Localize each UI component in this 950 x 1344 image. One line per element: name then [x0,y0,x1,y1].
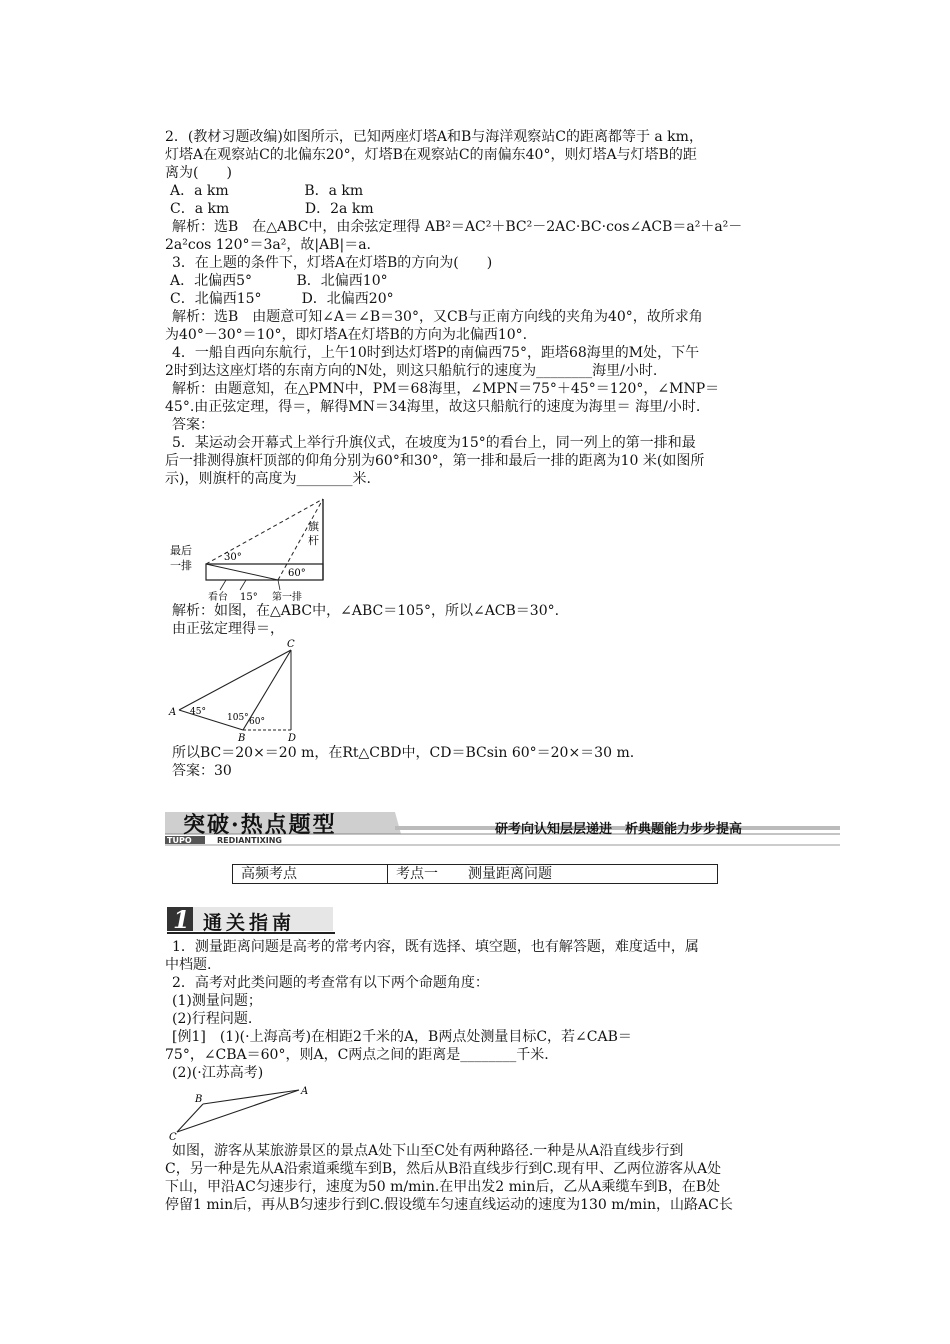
text-line: 45°.由正弦定理，得＝，解得MN＝34海里，故这只船航行的速度为海里＝ 海里/小时. [165,399,701,415]
label-angle-45: 45° [190,707,206,717]
table-cell-topic-name: 测量距离问题 [468,866,552,882]
guide-title: 通关指南 [203,912,296,934]
text-line: 5．某运动会开幕式上举行升旗仪式，在坡度为15°的看台上，同一列上的第一排和最 [172,435,696,451]
label-last-row: 最后 [170,544,192,557]
text-line: 为40°－30°＝10°，即灯塔A在灯塔B的方向为北偏西10°. [165,327,528,343]
text-line: 2．高考对此类问题的考查常有以下两个命题角度： [172,975,489,991]
text-line: 答案： [172,417,214,433]
text-line: A．北偏西5° B．北偏西10° [170,273,388,289]
label-angle-30: 30° [224,552,242,563]
label-last-row-2: 一排 [170,559,192,572]
text-line: 由正弦定理得＝， [172,621,284,637]
text-line: 解析：如图，在△ABC中，∠ABC＝105°，所以∠ACB＝30°. [172,603,560,619]
section-banner [165,808,840,850]
text-line: [例1] (1)(·上海高考)在相距2千米的A，B两点处测量目标C，若∠CAB＝ [172,1029,632,1045]
text-line: 答案：30 [172,763,232,779]
label-first-row: 第一排 [272,592,302,603]
label-b: B [238,733,246,744]
label-b3: B [195,1094,203,1105]
triangle-abc-figure [165,638,305,744]
text-line: 3．在上题的条件下，灯塔A在灯塔B的方向为( ) [172,255,493,271]
text-line: 灯塔A在观察站C的北偏东20°，灯塔B在观察站C的南偏东40°，则灯塔A与灯塔B的距 [165,147,697,163]
text-line: 75°，∠CBA＝60°，则A，C两点之间的距离是________千米. [165,1047,549,1063]
banner-slogan: 研考向认知层层递进 析典题能力步步提高 [495,822,743,837]
banner-pinyin-1: TUPO [167,836,192,845]
cable-car-figure [165,1082,315,1142]
flagpole-figure [168,494,338,606]
banner-title: 突破·热点题型 [183,812,337,838]
label-slope: 15° [240,592,258,603]
topic-table [232,864,718,884]
table-cell-topic: 考点一 [396,866,438,882]
text-line: 后一排测得旗杆顶部的仰角分别为60°和30°，第一排和最后一排的距离为10 米(如图所 [165,453,705,469]
label-flag: 旗 [308,520,319,533]
text-line: C．a km D．2a km [170,201,374,217]
text-line: 停留1 min后，再从B匀速步行到C.假设缆车匀速直线运动的速度为130 m/min，山路AC长 [165,1197,733,1213]
text-line: C，另一种是先从A沿索道乘缆车到B，然后从B沿直线步行到C.现有甲、乙两位游客从A处 [165,1161,722,1177]
table-cell-frequency: 高频考点 [233,865,388,883]
text-line: 解析：选B 在△ABC中，由余弦定理得 AB²＝AC²＋BC²－2AC·BC·cos∠ACB＝a²＋a²－ [172,219,743,235]
label-stand: 看台 [208,592,228,603]
text-line: 2．(教材习题改编)如图所示，已知两座灯塔A和B与海洋观察站C的距离都等于 a km， [165,129,703,145]
text-line: C．北偏西15° D．北偏西20° [170,291,394,307]
text-line: 4．一船自西向东航行，上午10时到达灯塔P的南偏西75°，距塔68海里的M处，下午 [172,345,700,361]
text-line: 所以BC＝20×＝20 m，在Rt△CBD中，CD＝BCsin 60°＝20×＝30 m. [172,745,635,761]
label-a3: A [301,1086,309,1097]
text-line: 2时到达这座灯塔的东南方向的N处，则这只船航行的速度为________海里/小时. [165,363,658,379]
label-c3: C [169,1132,177,1142]
text-line: 解析：由题意知，在△PMN中，PM＝68海里，∠MPN＝75°＋45°＝120°，∠MNP＝ [172,381,720,397]
label-d: D [288,733,297,744]
text-line: 下山，甲沿AC匀速步行，速度为50 m/min.在甲出发2 min后，乙从A乘缆车到B，在B处 [165,1179,721,1195]
guide-number: 1 [173,905,190,934]
text-line: 离为( ) [165,165,232,181]
text-line: 2a²cos 120°＝3a²，故|AB|＝a. [165,237,371,253]
text-line: (2)(·江苏高考) [172,1065,264,1081]
text-line: 示)，则旗杆的高度为________米. [165,471,371,487]
label-flag-2: 杆 [308,534,319,547]
label-a: A [169,707,177,718]
guide-heading [167,903,337,935]
text-line: 如图，游客从某旅游景区的景点A处下山至C处有两种路径.一种是从A沿直线步行到 [172,1143,684,1159]
text-line: 中档题. [165,957,212,973]
text-line: (1)测量问题； [172,993,262,1009]
text-line: 解析：选B 由题意可知∠A＝∠B＝30°，又CB与正南方向线的夹角为40°，故所求角 [172,309,703,325]
text-line: A．a km B．a km [170,183,364,199]
text-line: 1．测量距离问题是高考的常考内容，既有选择、填空题，也有解答题，难度适中，属 [172,939,699,955]
label-c: C [287,639,295,650]
label-angle-60: 60° [288,568,306,579]
label-angle-60b: 60° [249,717,265,727]
text-line: (2)行程问题. [172,1011,253,1027]
banner-pinyin-2: REDIANTIXING [217,836,282,845]
label-angle-105: 105° [227,713,249,723]
